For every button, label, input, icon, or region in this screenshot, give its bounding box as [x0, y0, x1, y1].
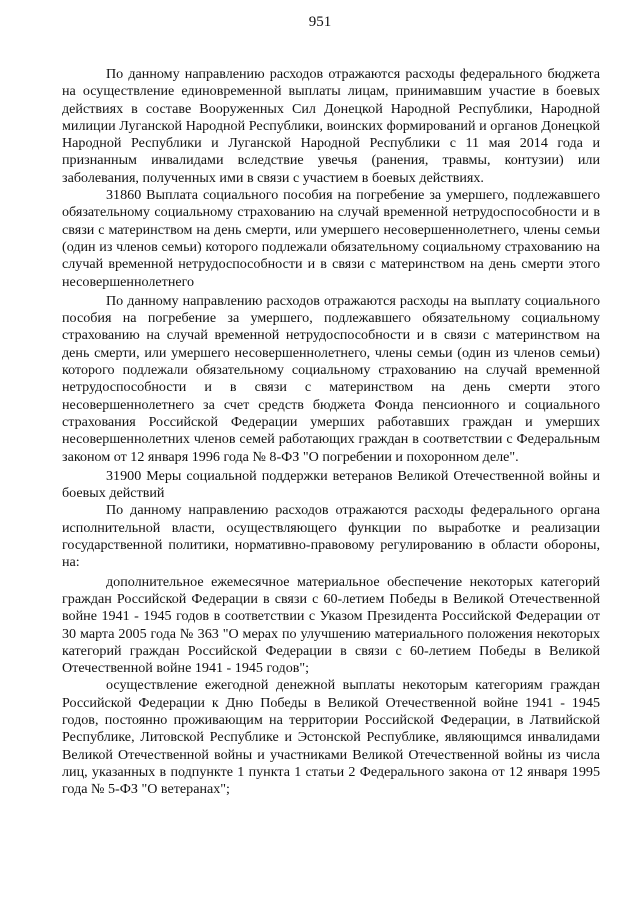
paragraph-code-31900-heading: 31900 Меры социальной поддержки ветеранов Великой Отечественной войны и боевых действий [62, 467, 600, 502]
paragraph-code-31860-heading: 31860 Выплата социального пособия на погребение за умершего, подлежавшего обязательному социальному страхованию на случай временной нетрудоспособности и в связи с материнством на день смерти, или умершего несовершеннолетнего, члены семьи (один из членов семьи) которого подлежали обязательному социальному страхованию на случай временной нетрудоспособности и в связи с материнством на день смерти этого несовершеннолетнего [62, 187, 600, 290]
paragraph-annual-payment: осуществление ежегодной денежной выплаты некоторым категориям граждан Российской Федерации к Дню Победы в Великой Отечественной войне 1941 - 1945 годов, постоянно проживающим на территории Российской Федерации, в Латвийской Республике, Литовской Республике и Эстонской Республике, являющимся инвалидами Великой Отечественной войны и участниками Великой Отечественной войны из числа лиц, указанных в подпункте 1 пункта 1 статьи 2 Федерального закона от 12 января 1995 года № 5-ФЗ "О ветеранах"; [62, 677, 600, 798]
page-number: 951 [308, 14, 332, 30]
paragraph-defense-expenses: По данному направлению расходов отражаются расходы федерального органа исполнительной власти, осуществляющего функции по выработке и реализации государственной политики, нормативно-правовому регулированию в области обороны, на: [62, 502, 600, 571]
paragraph-expenses-combat-payment: По данному направлению расходов отражаются расходы федерального бюджета на осуществление единовременной выплаты лицам, принимавшим участие в боевых действиях в составе Вооруженных Сил Донецкой Народной Республики, Народной милиции Луганской Народной Республики, воинских формирований и органов Донецкой Народной Республики и Луганской Народной Республики с 11 мая 2014 года и признанным инвалидами вследствие увечья (ранения, травмы, контузии) или заболевания, полученных ими в связи с участием в боевых действиях. [62, 66, 600, 186]
paragraph-funeral-allowance: По данному направлению расходов отражаются расходы на выплату социального пособия на погребение за умершего, подлежавшего обязательному социальному страхованию на случай временной нетрудоспособности и в связи с материнством на день смерти, или умершего несовершеннолетнего, члены семьи (один из членов семьи) которого подлежали обязательному социальному страхованию на случай временной нетрудоспособности и в связи с материнством на день смерти этого несовершеннолетнего за счет средств бюджета Фонда пенсионного и социального страхования Российской Федерации умерших работавших граждан и умерших несовершеннолетних членов семей работающих граждан в соответствии с Федеральным законом от 12 января 1996 года № 8-ФЗ "О погребении и похоронном деле". [62, 292, 600, 465]
document-body [62, 66, 600, 798]
paragraph-monthly-support: дополнительное ежемесячное материальное обеспечение некоторых категорий граждан Российской Федерации в связи с 60-летием Победы в Великой Отечественной войне 1941 - 1945 годов в соответствии с Указом Президента Российской Федерации от 30 марта 2005 года № 363 "О мерах по улучшению материального положения некоторых категорий граждан Российской Федерации в связи с 60-летием Победы в Великой Отечественной войне 1941 - 1945 годов"; [62, 573, 600, 677]
